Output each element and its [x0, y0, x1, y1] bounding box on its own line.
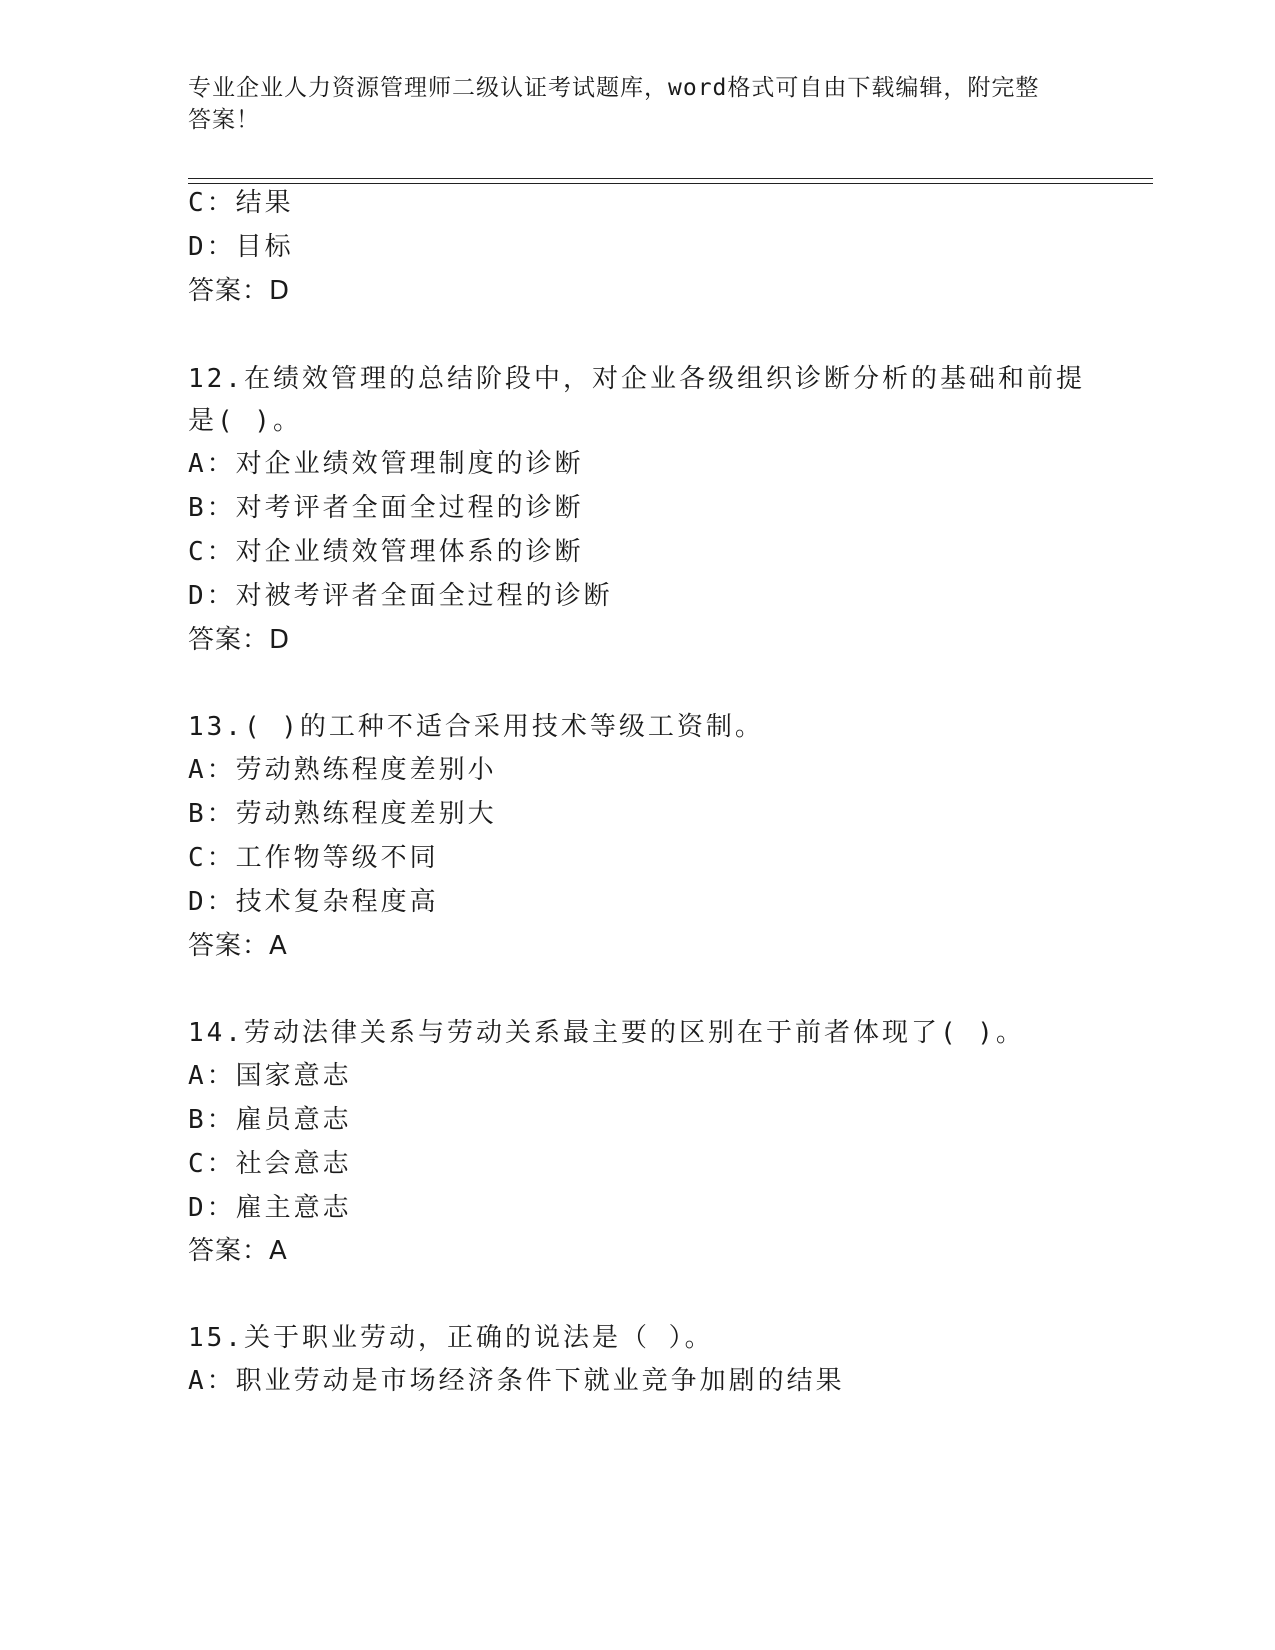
header-line-2: 答案！ — [188, 107, 260, 133]
option-c: C：结果 — [188, 188, 294, 218]
question-13-answer: 答案：A — [188, 931, 288, 961]
answer: 答案：D — [188, 276, 291, 306]
question-15-stem: 15.关于职业劳动，正确的说法是（ ）。 — [188, 1323, 714, 1353]
question-14-option-b: B：雇员意志 — [188, 1105, 352, 1135]
document-header — [188, 72, 1088, 136]
header-divider-top — [188, 178, 1153, 179]
question-14-option-a: A：国家意志 — [188, 1061, 352, 1091]
question-14-option-c: C：社会意志 — [188, 1149, 352, 1179]
question-12-answer: 答案：D — [188, 625, 291, 655]
question-12-option-a: A：对企业绩效管理制度的诊断 — [188, 449, 584, 479]
question-15-option-a: A：职业劳动是市场经济条件下就业竞争加剧的结果 — [188, 1366, 845, 1396]
question-13-option-c: C：工作物等级不同 — [188, 843, 439, 873]
question-14-stem: 14.劳动法律关系与劳动关系最主要的区别在于前者体现了( )。 — [188, 1018, 1025, 1048]
question-12-option-d: D：对被考评者全面全过程的诊断 — [188, 581, 613, 611]
question-12-option-b: B：对考评者全面全过程的诊断 — [188, 493, 584, 523]
question-12-stem-line-2: 是( )。 — [188, 406, 302, 436]
header-divider-bottom — [188, 183, 1153, 184]
question-13-option-d: D：技术复杂程度高 — [188, 887, 439, 917]
question-12-stem-line-1: 12.在绩效管理的总结阶段中，对企业各级组织诊断分析的基础和前提 — [188, 364, 1085, 394]
question-13-option-a: A：劳动熟练程度差别小 — [188, 755, 497, 785]
question-12-option-c: C：对企业绩效管理体系的诊断 — [188, 537, 584, 567]
question-13-stem: 13.( )的工种不适合采用技术等级工资制。 — [188, 712, 764, 742]
question-14-option-d: D：雇主意志 — [188, 1193, 352, 1223]
question-13-option-b: B：劳动熟练程度差别大 — [188, 799, 497, 829]
question-14-answer: 答案：A — [188, 1236, 288, 1266]
option-d: D：目标 — [188, 232, 294, 262]
header-line-1: 专业企业人力资源管理师二级认证考试题库，word格式可自由下载编辑，附完整 — [188, 75, 1040, 101]
